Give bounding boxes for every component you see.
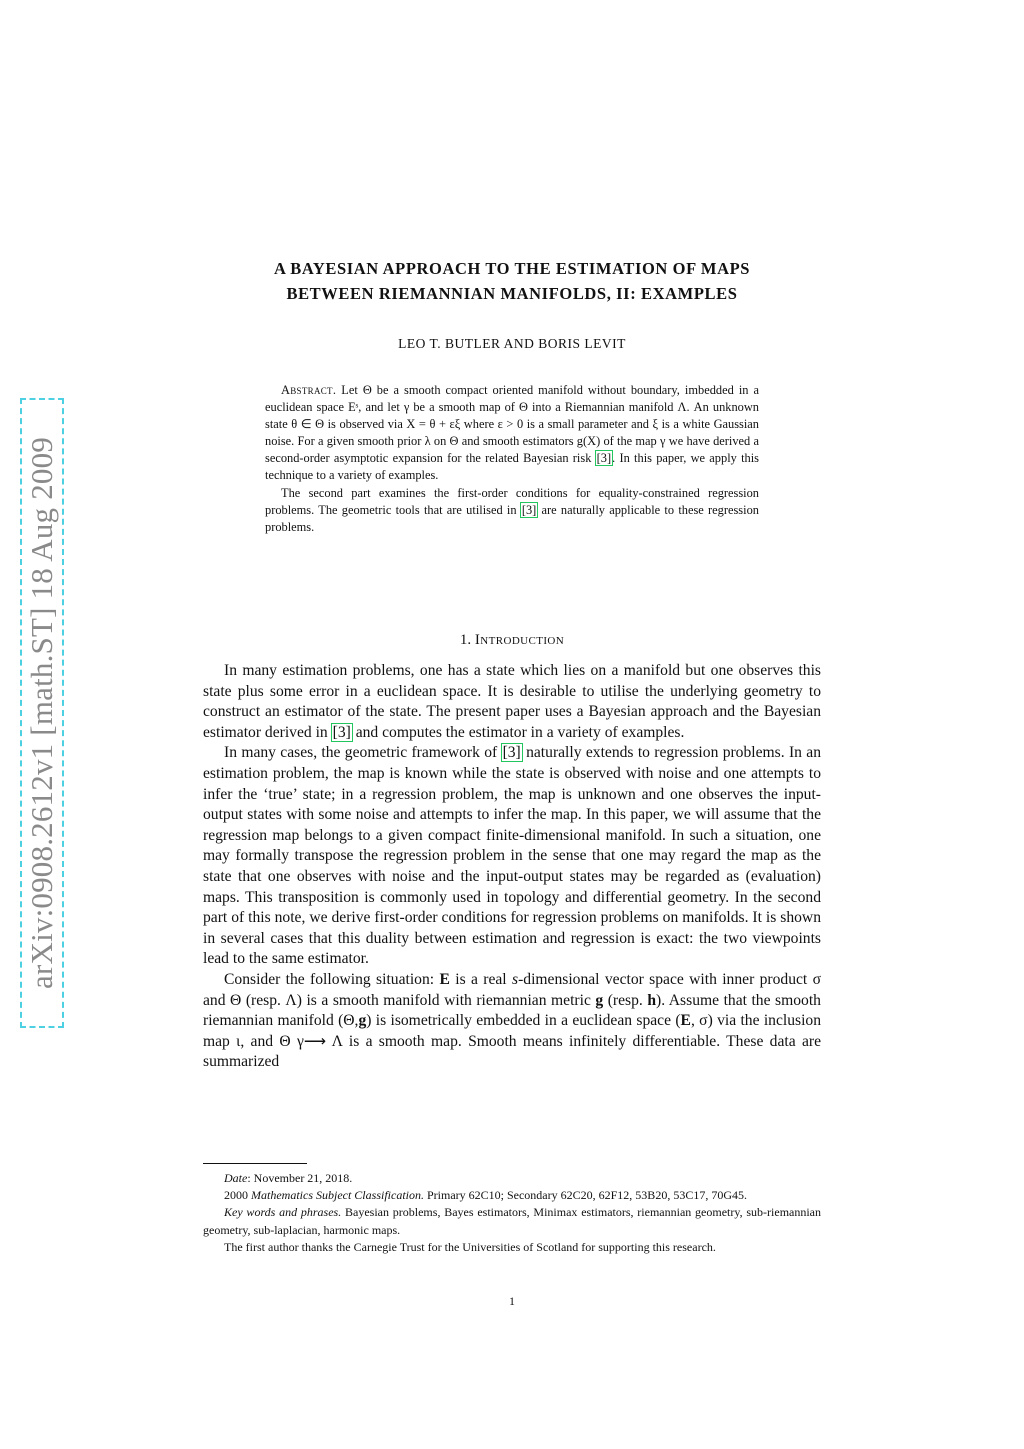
body-text-span: (resp. — [607, 991, 643, 1009]
body-paragraph-1 — [203, 661, 821, 743]
arxiv-identifier: arXiv:0908.2612v1 [math.ST] 18 Aug 2009 — [24, 437, 59, 989]
abstract-text-2b: are naturally applicable to these regression problems. — [265, 502, 759, 534]
title-line-2: BETWEEN RIEMANNIAN MANIFOLDS, II: EXAMPLES — [286, 284, 738, 303]
body-text — [203, 661, 821, 1073]
body-text-span: ). Assume that the smooth riemannian manifold (Θ, — [203, 991, 821, 1030]
body-text-span: , σ) via the inclusion map ι, and Θ — [203, 1012, 822, 1050]
arxiv-stamp — [20, 398, 64, 1028]
citation-link[interactable]: [3] — [521, 502, 537, 517]
abstract-text-1-end: . In this paper, we apply this technique to a variety of examples. — [265, 451, 759, 483]
footnote-year: 2000 — [224, 1188, 248, 1203]
math-symbol: g — [595, 991, 604, 1009]
footnote-rule — [203, 1163, 307, 1164]
footnotes — [203, 1170, 821, 1256]
citation-link[interactable]: [3] — [502, 744, 521, 762]
section-number: 1. — [459, 632, 472, 648]
body-text-span: is a real — [455, 970, 507, 988]
footnote-value: Primary 62C10; Secondary 62C20, 62F12, 53B20, 53C17, 70G45. — [426, 1188, 747, 1203]
section-title: Introduction — [474, 632, 565, 648]
math-symbol: E — [439, 970, 450, 988]
footnote-value: : November 21, 2018. — [247, 1171, 353, 1185]
body-text-span: Consider the following situation: — [224, 970, 435, 988]
body-text-span: naturally extends to regression problems. In an estimation problem, the map is known while the state is observed with noise and one attempts to infer the ‘true’ state; in a regression problem, the map is unknown and one observes the input-output states with some noise and attempts to infer the map. In this paper, we will assume that the regression map belongs to a given compact finite-dimensional manifold. In such a situation, one may formally transpose the regression problem in the sense that one may regard the map as the state that one observes with noise and the input-output states may be regarded as (evaluation) maps. This transposition is commonly used in topology and differential geometry. In the second part of this note, we derive first-order conditions for regression problems on manifolds. It is shown in several cases that this duality between estimation and regression is exact: the two viewpoints lead to the same estimator. — [203, 744, 821, 968]
map-arrow: γ⟶ — [296, 1032, 327, 1050]
math-symbol: g — [358, 1012, 367, 1030]
body-paragraph-3 — [203, 970, 821, 1073]
abstract-paragraph-2 — [265, 485, 759, 536]
citation-link[interactable]: [3] — [596, 451, 612, 466]
abstract — [265, 382, 759, 536]
abstract-text-2a: The second part examines the first-order conditions for equality-constrained regression problems. The geometric tools that are utilised in — [265, 485, 759, 517]
footnote-keywords — [203, 1204, 821, 1238]
abstract-paragraph-1 — [265, 382, 759, 485]
footnote-label: Mathematics Subject Classification. — [251, 1188, 424, 1203]
footnote-label: Key words and phrases. — [224, 1205, 342, 1220]
body-text-span: In many cases, the geometric framework of — [224, 744, 498, 762]
body-text-span: -dimensional vector space with inner product σ and Θ (resp. Λ) is a smooth manifold with riemannian metric — [203, 970, 822, 1009]
math-symbol: E — [680, 1012, 691, 1030]
body-text-span: Λ is a smooth map. Smooth means infinitely differentiable. These data are summarized — [203, 1032, 821, 1071]
footnote-date — [203, 1170, 821, 1187]
math-symbol: h — [647, 991, 657, 1009]
authors: LEO T. BUTLER AND BORIS LEVIT — [398, 336, 626, 351]
footnote-thanks: The first author thanks the Carnegie Trust for the Universities of Scotland for supporting this research. — [224, 1239, 716, 1254]
citation-link[interactable]: [3] — [332, 723, 351, 741]
footnote-msc — [203, 1187, 821, 1204]
abstract-text-1: Let Θ be a smooth compact oriented manifold without boundary, imbedded in a euclidean space Eˢ, and let γ be a smooth map of Θ into a Riemannian manifold Λ. An unknown state θ ∈ Θ is observed via X = θ + εξ where ε > 0 is a small parameter and ξ is a white Gaussian noise. For a given smooth prior λ on Θ and smooth estimators g(X) of the map γ we have derived a second-order asymptotic expansion for the related Bayesian risk — [265, 383, 759, 466]
body-text-span: In many estimation problems, one has a state which lies on a manifold but one observes this state plus some error in a euclidean space. It is desirable to utilise the underlying geometry to construct an estimator of the state. The present paper uses a Bayesian approach and the Bayesian estimator derived in — [203, 662, 821, 741]
abstract-label: Abstract. — [281, 383, 337, 397]
title-line-1: A BAYESIAN APPROACH TO THE ESTIMATION OF MAPS — [273, 259, 751, 278]
section-heading — [200, 632, 824, 649]
page-number: 1 — [509, 1294, 515, 1308]
footnote-label: Date — [224, 1171, 248, 1185]
body-text-span: ) is isometrically embedded in a euclidean space ( — [366, 1012, 681, 1030]
footnote-value: Bayesian problems, Bayes estimators, Minimax estimators, riemannian geometry, sub-riemannian geometry, sub-laplacian, harmonic maps. — [203, 1205, 822, 1237]
body-paragraph-2 — [203, 743, 821, 970]
math-symbol: s — [512, 970, 519, 988]
body-text-span: and computes the estimator in a variety of examples. — [355, 723, 685, 741]
paper-title — [200, 256, 824, 306]
